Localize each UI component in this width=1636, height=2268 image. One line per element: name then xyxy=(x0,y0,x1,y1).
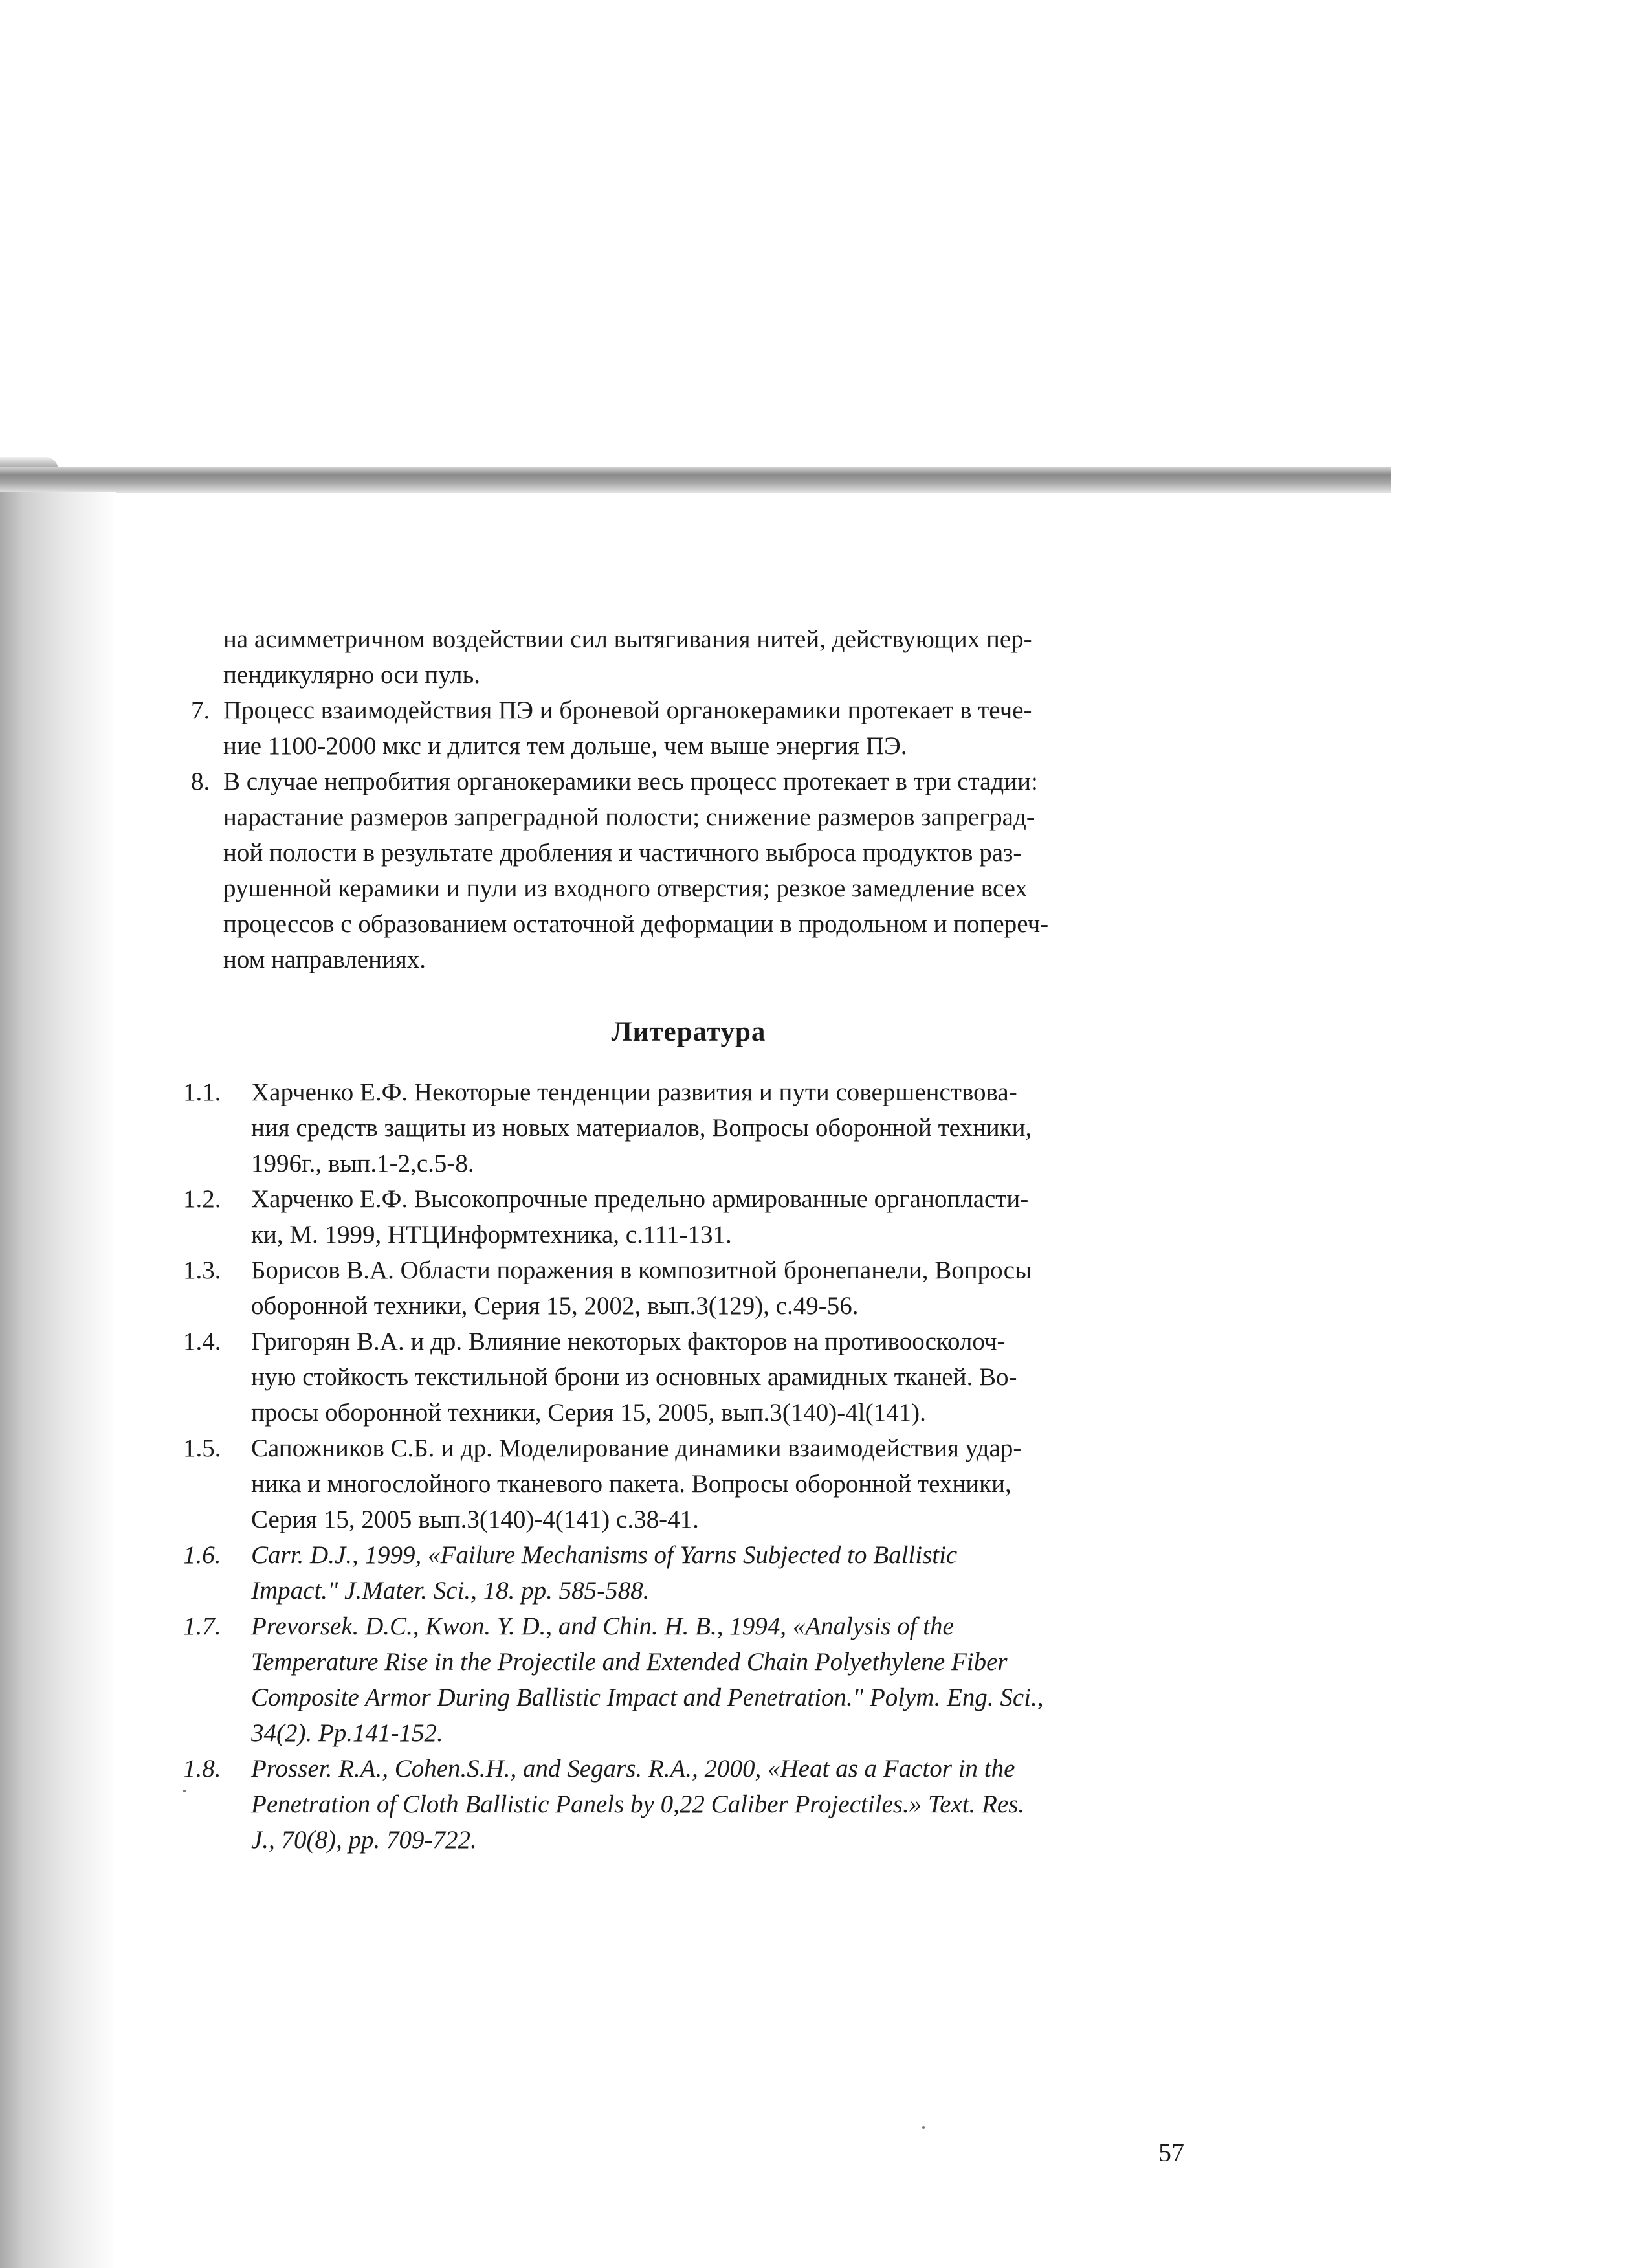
text-line: Сапожников С.Б. и др. Моделирование динамики взаимодействия удар- xyxy=(251,1434,1022,1462)
text-line: Penetration of Cloth Ballistic Panels by 0,22 Caliber Projectiles.» Text. Res. xyxy=(251,1790,1025,1818)
text-line: Харченко Е.Ф. Некоторые тенденции развития и пути совершенствова- xyxy=(251,1078,1017,1106)
text-line: ной полости в результате дробления и частичного выброса продуктов раз- xyxy=(223,839,1022,867)
reference-number: 1.6. xyxy=(183,1541,221,1569)
text-line: пендикулярно оси пуль. xyxy=(223,661,481,689)
text-line: Борисов В.А. Области поражения в композитной бронепанели, Вопросы xyxy=(251,1256,1032,1284)
reference-number: 1.4. xyxy=(183,1328,221,1355)
text-line: процессов с образованием остаточной деформации в продольном и попереч- xyxy=(223,910,1049,938)
text-line: 1996г., вып.1-2,с.5-8. xyxy=(251,1150,474,1177)
text-line: оборонной техники, Серия 15, 2002, вып.3(129), с.49-56. xyxy=(251,1292,859,1320)
text-line: Prosser. R.A., Cohen.S.H., and Segars. R.A., 2000, «Heat as a Factor in the xyxy=(251,1755,1015,1783)
text-line: на асимметричном воздействии сил вытягивания нитей, действующих пер- xyxy=(223,625,1032,653)
text-line: нарастание размеров запреградной полости; снижение размеров запреград- xyxy=(223,803,1035,831)
text-line: Харченко Е.Ф. Высокопрочные предельно армированные органопласти- xyxy=(251,1185,1029,1213)
reference-number: 1.5. xyxy=(183,1434,221,1462)
text-line: Impact." J.Mater. Sci., 18. pp. 585-588. xyxy=(251,1577,650,1605)
scan-binding-shadow xyxy=(0,492,116,2268)
text-line: Григорян В.А. и др. Влияние некоторых факторов на противоосколоч- xyxy=(251,1328,1006,1355)
text-line: Серия 15, 2005 вып.3(140)-4(141) с.38-41. xyxy=(251,1506,699,1533)
text-line: ника и многослойного тканевого пакета. Вопросы оборонной техники, xyxy=(251,1470,1011,1498)
continuation-paragraph xyxy=(223,621,1233,693)
text-line: ния средств защиты из новых материалов, Вопросы оборонной техники, xyxy=(251,1114,1032,1142)
scan-dust-speck xyxy=(183,1790,186,1792)
text-line: ние 1100-2000 мкс и длится тем дольше, чем выше энергия ПЭ. xyxy=(223,732,907,760)
text-line: ном направлениях. xyxy=(223,946,426,973)
text-line: В случае непробития органокерамики весь процесс протекает в три стадии: xyxy=(223,768,1038,795)
text-line: 34(2). Pp.141-152. xyxy=(251,1719,443,1747)
text-line: ную стойкость текстильной брони из основных арамидных тканей. Во- xyxy=(251,1363,1017,1391)
text-line: Carr. D.J., 1999, «Failure Mechanisms of Yarns Subjected to Ballistic xyxy=(251,1541,958,1569)
text-line: Процесс взаимодействия ПЭ и броневой органокерамики протекает в тече- xyxy=(223,696,1032,724)
text-line: Prevorsek. D.C., Kwon. Y. D., and Chin. H. B., 1994, «Analysis of the xyxy=(251,1612,954,1640)
reference-number: 1.3. xyxy=(183,1256,221,1284)
reference-number: 1.1. xyxy=(183,1078,221,1106)
text-line: ки, М. 1999, НТЦИнформтехника, с.111-131. xyxy=(251,1221,732,1249)
reference-number: 1.8. xyxy=(183,1755,221,1783)
text-line: рушенной керамики и пули из входного отверстия; резкое замедление всех xyxy=(223,874,1028,902)
point-number: 7. xyxy=(191,696,210,724)
point-number: 8. xyxy=(191,768,210,795)
scan-page-edge xyxy=(0,467,1391,493)
text-line: Temperature Rise in the Projectile and Extended Chain Polyethylene Fiber xyxy=(251,1648,1008,1676)
text-line: Composite Armor During Ballistic Impact and Penetration." Polym. Eng. Sci., xyxy=(251,1684,1044,1711)
references-heading: Литература xyxy=(611,1017,766,1047)
scan-dust-speck xyxy=(922,2126,925,2129)
text-line: J., 70(8), pp. 709-722. xyxy=(251,1826,477,1854)
reference-number: 1.7. xyxy=(183,1612,221,1640)
page-number: 57 xyxy=(1158,2138,1184,2167)
reference-number: 1.2. xyxy=(183,1185,221,1213)
text-line: просы оборонной техники, Серия 15, 2005, вып.3(140)-4l(141). xyxy=(251,1399,926,1427)
